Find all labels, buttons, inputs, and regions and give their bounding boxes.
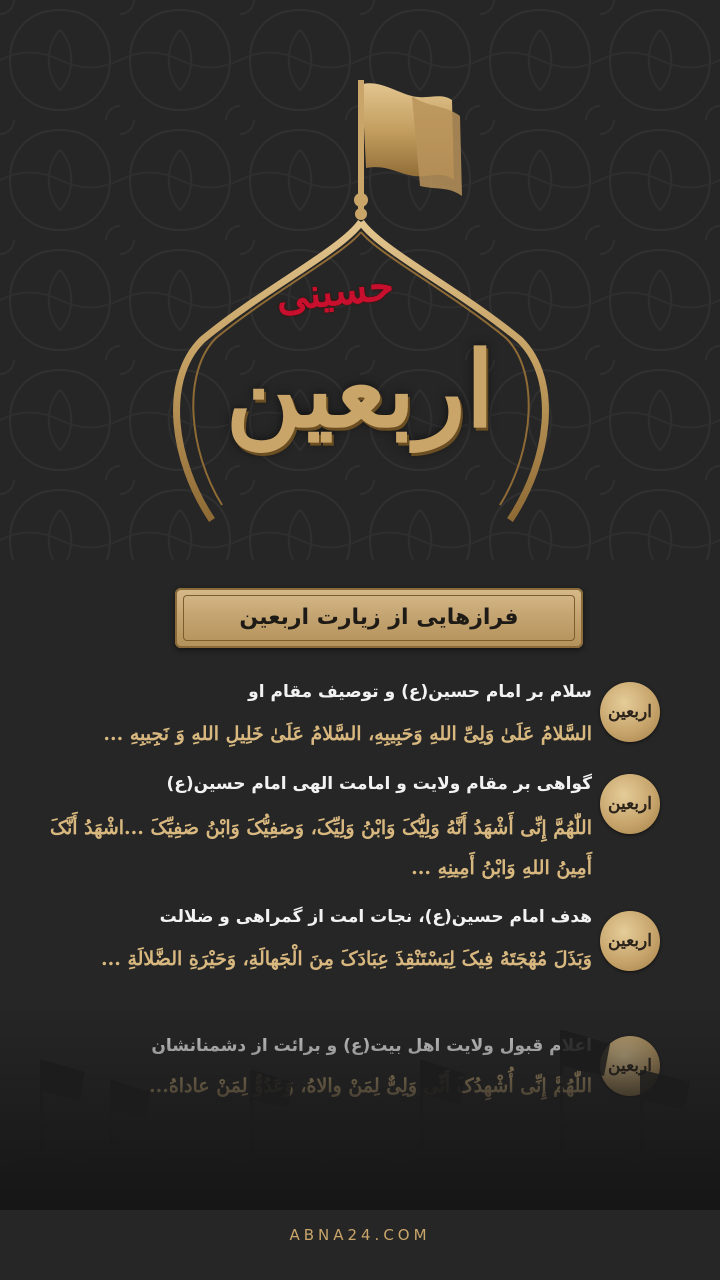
- banner-title: فرازهایی از زیارت اربعین: [239, 605, 519, 630]
- emblem-title: اربعین: [225, 328, 495, 451]
- section-quote: السَّلامُ عَلَیٰ وَلِیِّ اللهِ وَحَبِیبِهِ، السَّلامُ عَلَیٰ خَلِیلِ اللهِ وَ نَجِیبِهِ ...: [103, 723, 592, 745]
- arbaeen-badge-icon: اربعین: [600, 682, 660, 742]
- emblem-subtitle: حسینی: [273, 261, 397, 322]
- section-quote: اللّٰهُمَّ إِنِّی أَشْهَدُ أَنَّهُ وَلِیُّکَ وَابْنُ وَلِیِّکَ، وَصَفِیُّکَ وَابْنُ صَفِیِّکَ ...اشْهَدُ أَنَّکَ أَمِینُ اللهِ وَابْنُ أَمِینِهِ ...: [49, 817, 592, 879]
- flag-icon: [354, 80, 462, 220]
- section-title: سلام بر امام حسین(ع) و توصیف مقام او: [248, 682, 592, 702]
- section-2: [40, 770, 660, 890]
- arbaeen-badge-icon: اربعین: [600, 774, 660, 834]
- heading-banner: [175, 588, 583, 648]
- footer-site: ABNA24.COM: [289, 1226, 431, 1244]
- pilgrims-silhouette: [0, 1000, 720, 1210]
- section-title: گواهی بر مقام ولایت و امامت الهی امام حسین(ع): [166, 774, 592, 794]
- section-quote: وَبَذَلَ مُهْجَتَهُ فِیکَ لِیَسْتَنْقِذَ عِبَادَکَ مِنَ الْجَهالَةِ، وَحَیْرَةِ الضَّلالَةِ ...: [101, 948, 592, 970]
- section-title: هدف امام حسین(ع)، نجات امت از گمراهی و ضلالت: [159, 907, 592, 927]
- section-1: [40, 676, 660, 756]
- arbaeen-badge-icon: اربعین: [600, 911, 660, 971]
